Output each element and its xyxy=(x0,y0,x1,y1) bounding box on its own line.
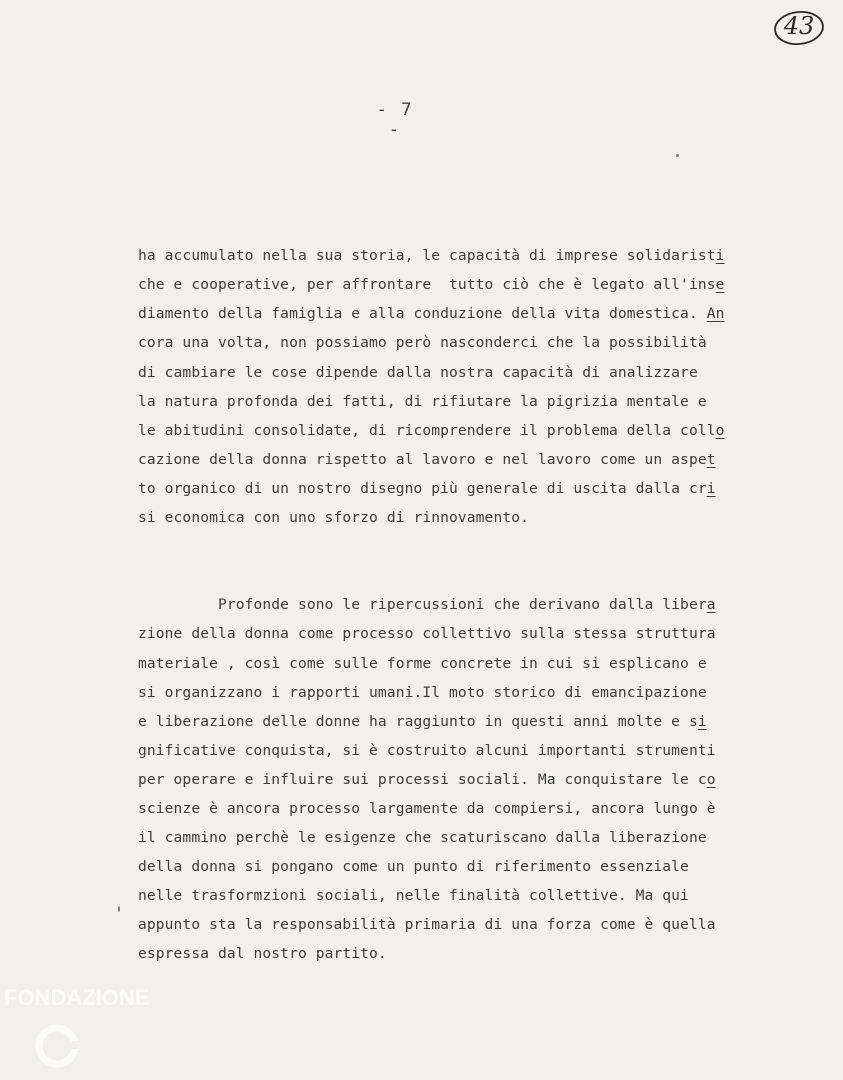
text-line-main: che e cooperative, per affrontare tutto ciò che è legato all'ins xyxy=(138,276,716,294)
underlined-hyphen-syllable: i xyxy=(697,712,707,730)
text-line xyxy=(138,270,798,299)
text-line xyxy=(138,416,798,445)
paragraph-2 xyxy=(138,590,798,968)
archive-watermark xyxy=(4,985,184,1075)
text-line-main: si organizzano i rapporti umani.Il moto storico di emancipazione xyxy=(138,683,707,701)
text-line-main: gnificative conquista, si è costruito alcuni importanti strumenti xyxy=(138,741,716,759)
text-line xyxy=(138,387,798,416)
text-line-main: nelle trasformzioni sociali, nelle finalità collettive. Ma qui xyxy=(138,887,689,905)
text-line xyxy=(138,445,798,474)
underlined-hyphen-syllable: o xyxy=(706,770,716,788)
text-line-main: e liberazione delle donne ha raggiunto in questi anni molte e s xyxy=(138,712,698,730)
text-line xyxy=(138,299,798,328)
text-line-main: ha accumulato nella sua storia, le capacità di imprese solidarist xyxy=(138,247,716,265)
text-line xyxy=(138,707,798,736)
underlined-hyphen-syllable: i xyxy=(715,247,725,265)
text-line-main: zione della donna come processo collettivo sulla stessa struttura xyxy=(138,625,716,643)
text-line-main: la natura profonda dei fatti, di rifiutare la pigrizia mentale e xyxy=(138,392,707,410)
watermark-text: FONDAZIONE xyxy=(4,985,150,1010)
text-line-main: appunto sta la responsabilità primaria di una forza come è quella xyxy=(138,916,716,934)
text-line xyxy=(138,794,798,823)
text-line xyxy=(138,328,798,357)
text-line-main: per operare e influire sui processi sociali. Ma conquistare le c xyxy=(138,770,707,788)
text-line xyxy=(138,823,798,852)
underlined-hyphen-syllable: i xyxy=(706,479,716,497)
underlined-hyphen-syllable: An xyxy=(706,305,725,323)
text-line-main: espressa dal nostro partito. xyxy=(138,945,387,963)
text-line xyxy=(138,852,798,881)
text-line-main: le abitudini consolidate, di ricomprendere il problema della coll xyxy=(138,421,716,439)
text-line-main: di cambiare le cose dipende dalla nostra capacità di analizzare xyxy=(138,363,698,381)
text-line xyxy=(138,503,798,532)
paper-speck xyxy=(118,906,120,912)
text-line xyxy=(138,910,798,939)
text-line-main: della donna si pongano come un punto di riferimento essenziale xyxy=(138,858,689,876)
text-line xyxy=(138,765,798,794)
body-text xyxy=(138,183,798,1027)
text-line xyxy=(138,939,798,968)
paragraph-1 xyxy=(138,241,798,532)
text-line xyxy=(138,619,798,648)
text-line xyxy=(138,736,798,765)
text-line xyxy=(138,678,798,707)
underlined-hyphen-syllable: e xyxy=(715,276,725,294)
text-line xyxy=(138,241,798,270)
text-line xyxy=(138,590,798,619)
text-line-main: to organico di un nostro disegno più generale di uscita dalla cr xyxy=(138,479,707,497)
text-line-main: scienze è ancora processo largamente da compiersi, ancora lungo è xyxy=(138,799,716,817)
typed-page-number: - 7 - xyxy=(376,100,414,140)
paper-speck xyxy=(676,154,679,157)
text-line-main: il cammino perchè le esigenze che scaturiscano dalla liberazione xyxy=(138,829,707,847)
text-line-main: cazione della donna rispetto al lavoro e nel lavoro come un aspe xyxy=(138,450,707,468)
text-line-main: si economica con uno sforzo di rinnovamento. xyxy=(138,509,529,527)
underlined-hyphen-syllable: a xyxy=(706,596,716,614)
handwritten-page-number-text: 43 xyxy=(783,12,815,40)
text-line xyxy=(138,649,798,678)
text-line-main: cora una volta, non possiamo però nasconderci che la possibilità xyxy=(138,334,707,352)
underlined-hyphen-syllable: t xyxy=(706,450,716,468)
text-line-main: diamento della famiglia e alla conduzione della vita domestica. xyxy=(138,305,707,323)
underlined-hyphen-syllable: o xyxy=(715,421,725,439)
handwritten-page-number xyxy=(772,8,826,48)
text-line-main: Profonde sono le ripercussioni che derivano dalla liber xyxy=(138,596,707,614)
text-line-main: materiale , così come sulle forme concrete in cui si esplicano e xyxy=(138,654,707,672)
watermark-logo-icon xyxy=(34,1023,80,1069)
text-line xyxy=(138,881,798,910)
text-line xyxy=(138,358,798,387)
text-line xyxy=(138,474,798,503)
